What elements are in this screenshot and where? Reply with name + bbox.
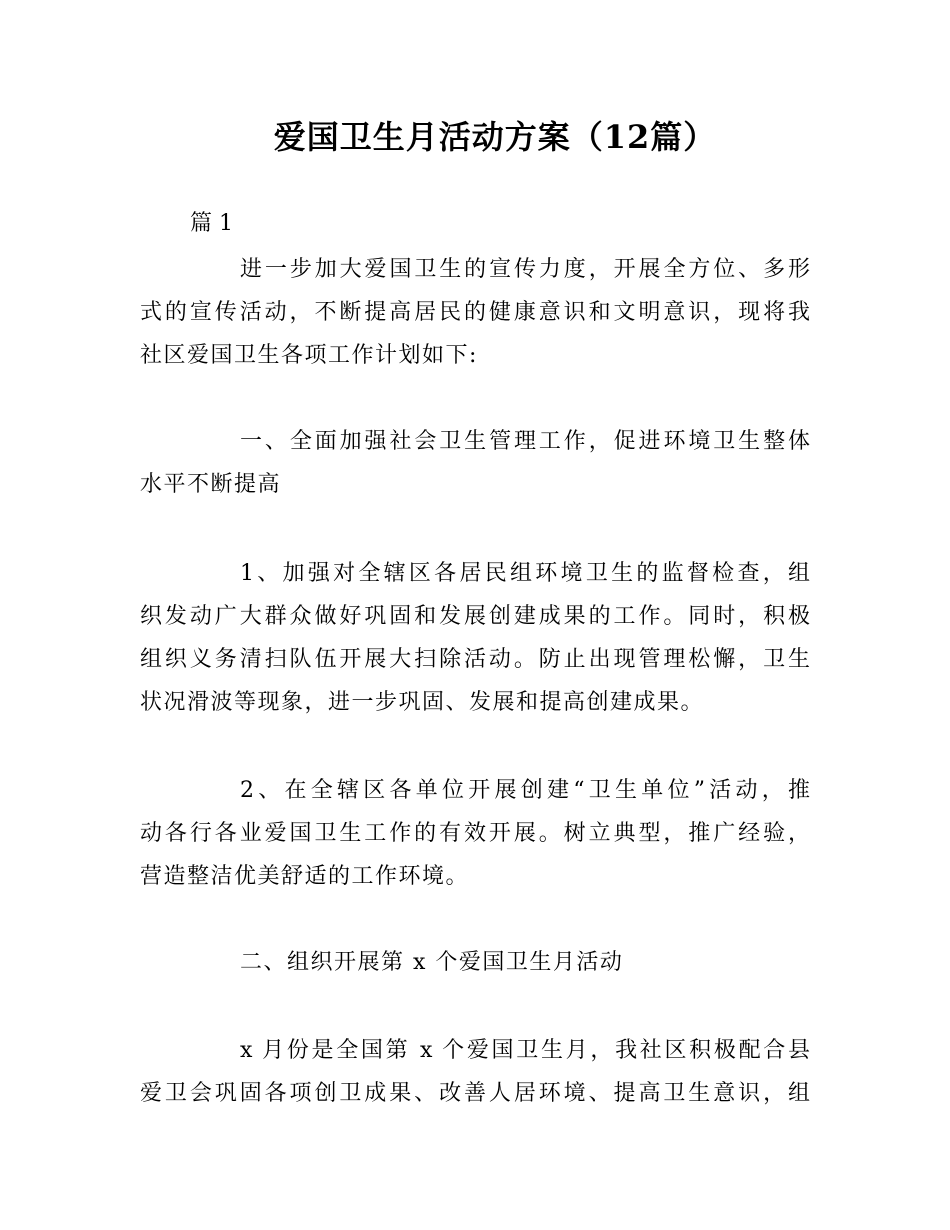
paragraph-line-11: x 月份是全国第 x 个爱国卫生月，我社区积极配合县 xyxy=(240,1038,810,1063)
paragraph-line-9: 动各行各业爱国卫生工作的有效开展。树立典型，推广经验， xyxy=(140,821,810,846)
paragraph-line-1: 进一步加大爱国卫生的宣传力度，开展全方位、多形 xyxy=(240,257,810,282)
paragraph-line-10: 营造整洁优美舒适的工作环境。 xyxy=(140,864,470,889)
paragraph-line-8: 2、在全辖区各单位开展创建“卫生单位”活动，推 xyxy=(240,778,810,803)
paragraph-line-5: 织发动广大群众做好巩固和发展创建成果的工作。同时，积极 xyxy=(140,604,810,629)
heading-line-1: 一、全面加强社会卫生管理工作，促进环境卫生整体 xyxy=(240,429,810,454)
paragraph-line-7: 状况滑波等现象，进一步巩固、发展和提高创建成果。 xyxy=(140,690,705,715)
paragraph-line-4: 1、加强对全辖区各居民组环境卫生的监督检查，组 xyxy=(240,561,810,586)
paragraph-line-6: 组织义务清扫队伍开展大扫除活动。防止出现管理松懈，卫生 xyxy=(140,647,810,672)
heading-line-3: 二、组织开展第 x 个爱国卫生月活动 xyxy=(240,950,624,975)
heading-line-2: 水平不断提高 xyxy=(140,472,282,497)
section-label: 篇 1 xyxy=(190,211,233,236)
paragraph-line-12: 爱卫会巩固各项创卫成果、改善人居环境、提高卫生意识，组 xyxy=(140,1081,810,1106)
paragraph-line-2: 式的宣传活动，不断提高居民的健康意识和文明意识，现将我 xyxy=(140,300,810,325)
paragraph-line-3: 社区爱国卫生各项工作计划如下: xyxy=(140,343,478,368)
document-title: 爱国卫生月活动方案（12篇） xyxy=(273,118,717,156)
